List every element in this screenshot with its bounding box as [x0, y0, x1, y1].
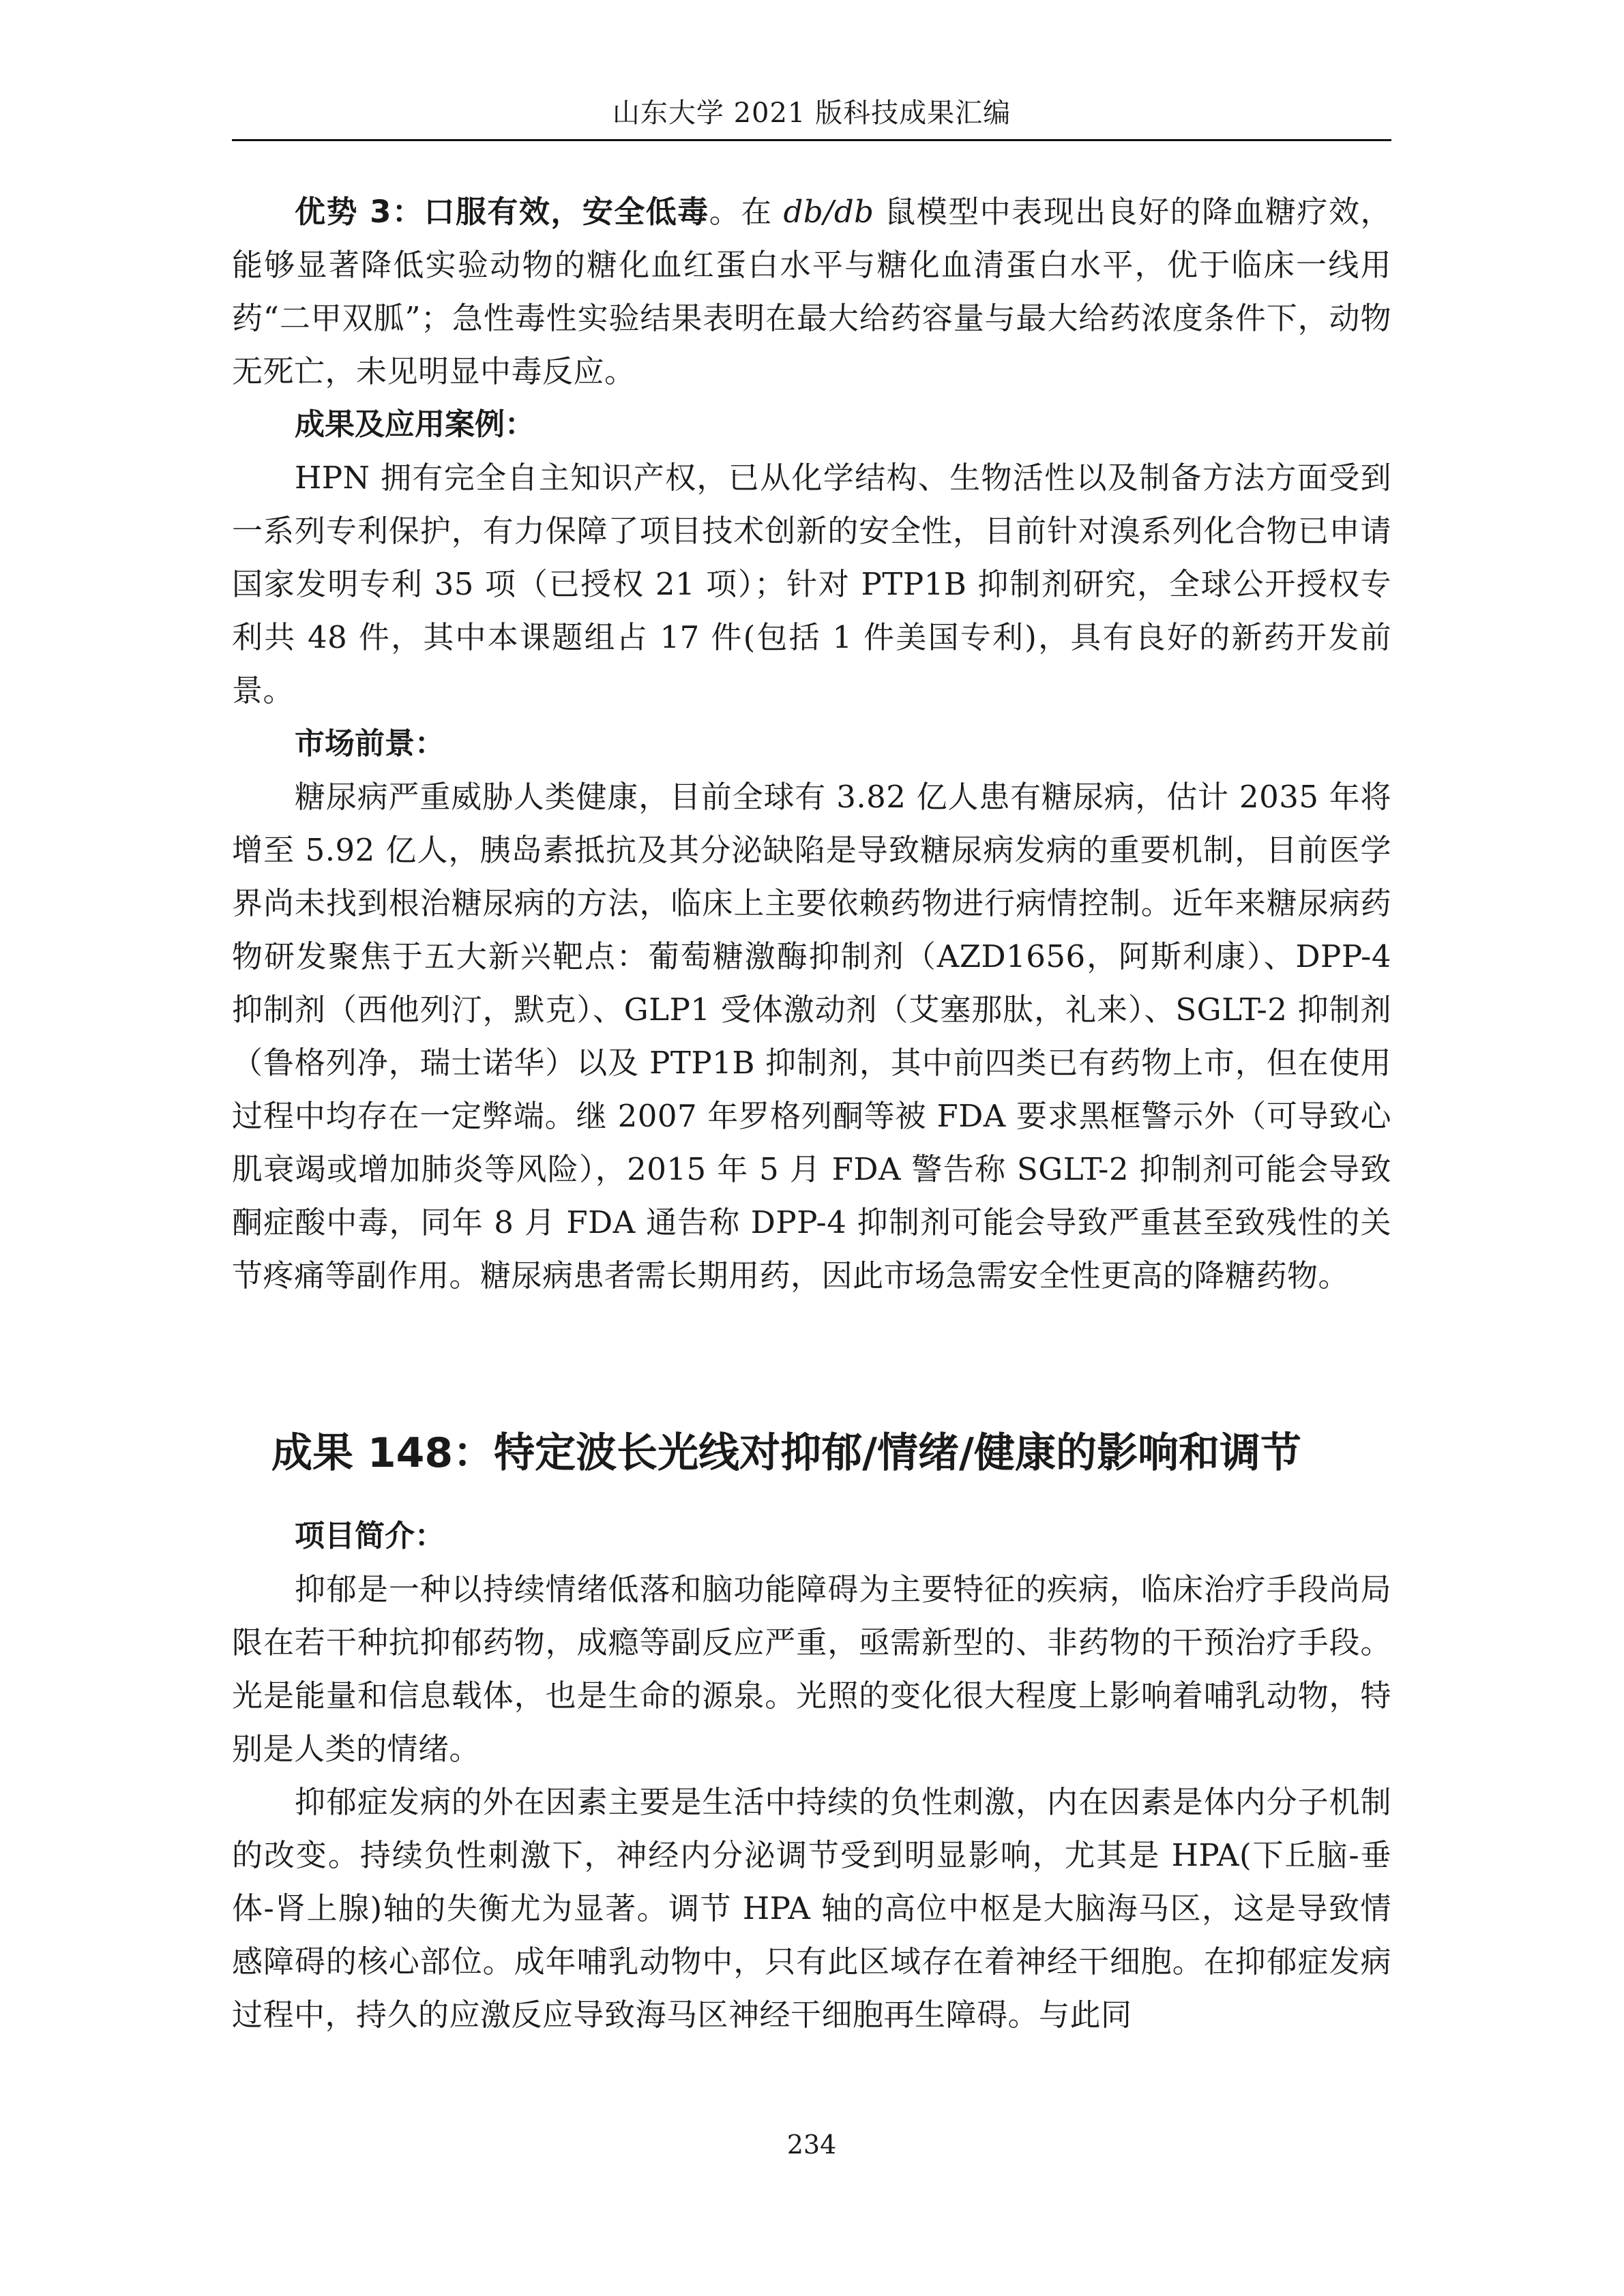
intro-heading: 项目简介：	[295, 1519, 445, 1553]
page-number: 234	[786, 2130, 837, 2160]
page-body	[232, 185, 1391, 2042]
advantage-3-text-before: 。在	[709, 194, 784, 230]
cases-paragraph: HPN 拥有完全自主知识产权，已从化学结构、生物活性以及制备方法方面受到一系列专利保护，有力保障了项目技术创新的安全性，目前针对溴系列化合物已申请国家发明专利 35 项（已授权 21 项）；针对 PTP1B 抑制剂研究，全球公开授权专利共 48 件，其中本课题组占 17 件(包括 1 件美国专利)，具有良好的新药开发前景。	[232, 460, 1391, 709]
section-title: 成果 148：特定波长光线对抑郁/情绪/健康的影响和调节	[271, 1429, 1301, 1477]
header-divider	[232, 139, 1391, 141]
cases-heading: 成果及应用案例：	[295, 407, 535, 442]
advantage-3-model-name: db/db	[783, 194, 874, 230]
intro-paragraph-1: 抑郁是一种以持续情绪低落和脑功能障碍为主要特征的疾病，临床治疗手段尚局限在若干种抗抑郁药物，成瘾等副反应严重，亟需新型的、非药物的干预治疗手段。光是能量和信息载体，也是生命的源泉。光照的变化很大程度上影响着哺乳动物，特别是人类的情绪。	[232, 1571, 1391, 1767]
running-header: 山东大学 2021 版科技成果汇编	[612, 98, 1012, 129]
market-paragraph: 糖尿病严重威胁人类健康，目前全球有 3.82 亿人患有糖尿病，估计 2035 年将增至 5.92 亿人，胰岛素抵抗及其分泌缺陷是导致糖尿病发病的重要机制，目前医学界尚未找到根治糖尿病的方法，临床上主要依赖药物进行病情控制。近年来糖尿病药物研发聚焦于五大新兴靶点：葡萄糖激酶抑制剂（AZD1656，阿斯利康）、DPP-4 抑制剂（西他列汀，默克）、GLP1 受体激动剂（艾塞那肽，礼来）、SGLT-2 抑制剂（鲁格列净，瑞士诺华）以及 PTP1B 抑制剂，其中前四类已有药物上市，但在使用过程中均存在一定弊端。继 2007 年罗格列酮等被 FDA 要求黑框警示外（可导致心肌衰竭或增加肺炎等风险），2015 年 5 月 FDA 警告称 SGLT-2 抑制剂可能会导致酮症酸中毒，同年 8 月 FDA 通告称 DPP-4 抑制剂可能会导致严重甚至致残性的关节疼痛等副作用。糖尿病患者需长期用药，因此市场急需安全性更高的降糖药物。	[232, 779, 1391, 1294]
advantage-3-lead: 优势 3：口服有效，安全低毒	[295, 194, 709, 230]
market-heading: 市场前景：	[295, 726, 445, 761]
advantage-3-paragraph	[232, 185, 1391, 398]
advantage-3-text-after: 鼠模型中表现出良好的降血糖疗效，能够显著降低实验动物的糖化血红蛋白水平与糖化血清蛋白水平，优于临床一线用药“二甲双胍”；急性毒性实验结果表明在最大给药容量与最大给药浓度条件下，动物无死亡，未见明显中毒反应。	[232, 194, 1392, 389]
intro-paragraph-2: 抑郁症发病的外在因素主要是生活中持续的负性刺激，内在因素是体内分子机制的改变。持续负性刺激下，神经内分泌调节受到明显影响，尤其是 HPA(下丘脑-垂体-肾上腺)轴的失衡尤为显著。调节 HPA 轴的高位中枢是大脑海马区，这是导致情感障碍的核心部位。成年哺乳动物中，只有此区域存在着神经干细胞。在抑郁症发病过程中，持久的应激反应导致海马区神经干细胞再生障碍。与此同	[232, 1784, 1391, 2033]
